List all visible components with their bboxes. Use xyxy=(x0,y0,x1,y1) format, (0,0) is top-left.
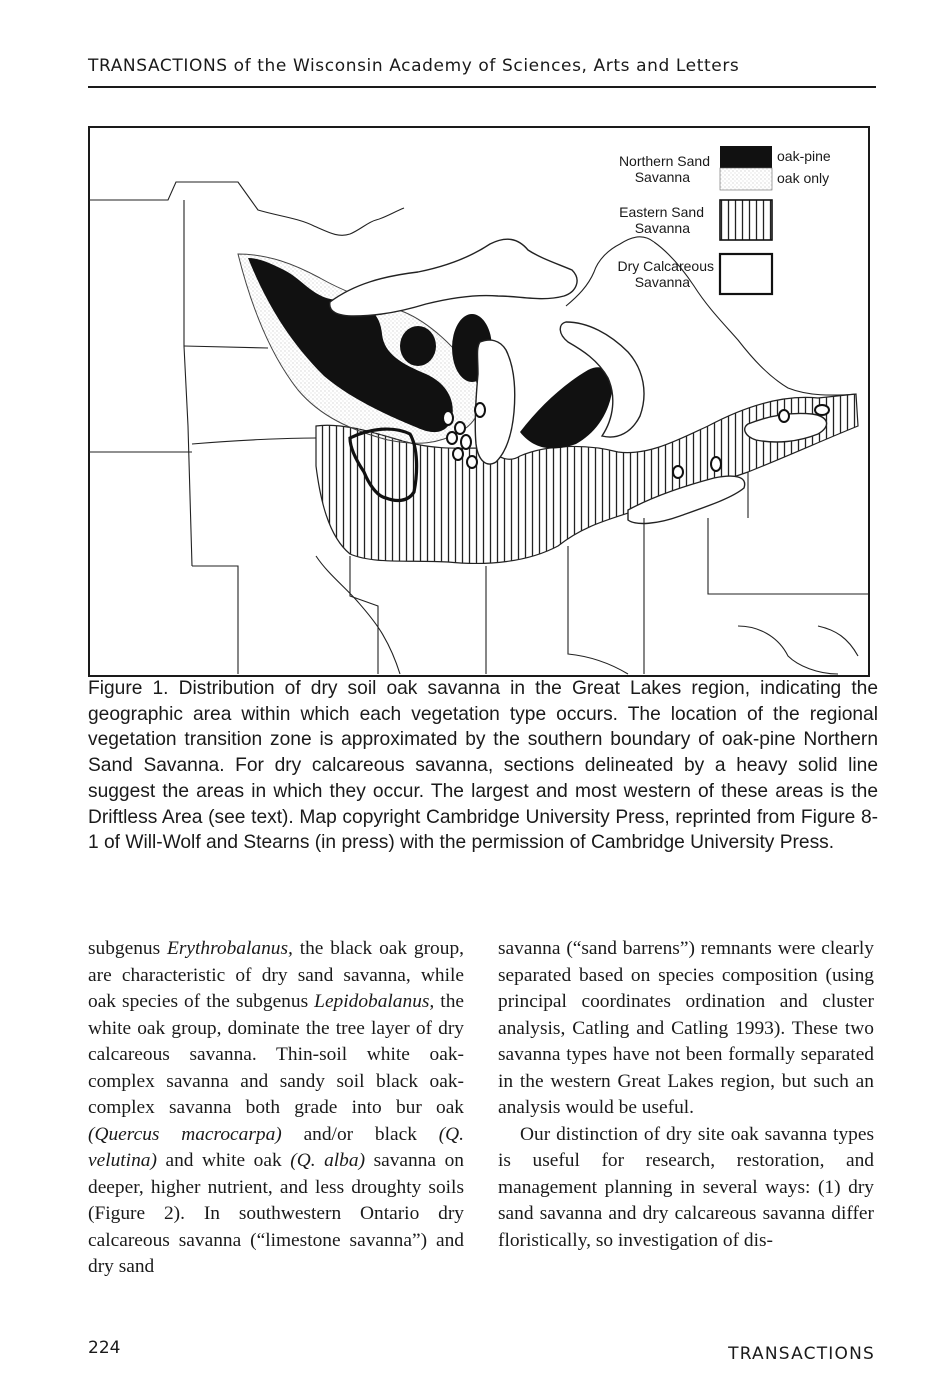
body-paragraph: savanna (“sand barrens”) remnants were clearly separated based on species composition (using principal coordinates ordination and cluster analysis, Catling and Catling 1993). These two savanna types have not been formally separated in the western Great Lakes region, but such an analysis would be useful. xyxy=(498,938,874,1118)
header-rule xyxy=(88,86,876,88)
savanna-distribution-map xyxy=(88,126,872,678)
text-run: and white oak xyxy=(156,1150,291,1171)
italic-term: Lepidobalanus, xyxy=(314,991,435,1012)
text-run: and/or black xyxy=(281,1123,439,1145)
legend-northern-sand-line2: Savanna xyxy=(634,169,690,185)
legend-northern-sand-line1: Northern Sand xyxy=(618,153,710,169)
body-paragraph xyxy=(88,936,464,1281)
italic-term: (Q. velutina) xyxy=(88,1123,464,1171)
body-paragraph: Our distinction of dry site oak savanna types is useful for research, restoration, and management planning in several ways: (1) dry sand savanna and dry calcareous savanna differ floristically, so investigation of dis- xyxy=(498,1123,874,1251)
text-run: the white oak group, dominate the tree layer of dry calcareous savanna. Thin-soil white oak-complex savanna and sandy soil black oak-complex savanna both grade into bur oak xyxy=(88,991,464,1118)
italic-term: Erythrobalanus, xyxy=(167,938,293,959)
legend-swatch-oak-pine xyxy=(720,146,772,168)
text-run: the black oak group, are characteristic of dry sand savanna, while oak species of the subgenus xyxy=(88,938,464,1012)
northern-sand-oak-pine-patch xyxy=(400,326,436,366)
text-run: savanna on deeper, higher nutrient, and less droughty soils (Figure 2). In southwestern Ontario dry calcareous savanna (“limestone savanna”) and dry sand xyxy=(88,1150,464,1277)
text-run: subgenus xyxy=(88,938,168,959)
figure-caption: Figure 1. Distribution of dry soil oak savanna in the Great Lakes region, indicating the geographic area within which each vegetation type occurs. The location of the regional vegetation transition zone is approximated by the southern boundary of oak-pine Northern Sand Savanna. For dry calcareous savanna, sections delineated by a heavy solid line suggest the areas in which they occur. The largest and most western of these areas is the Driftless Area (see text). Map copyright Cambridge University Press, reprinted from Figure 8-1 of Will-Wolf and Stearns (in press) with the permission of Cambridge University Press. xyxy=(88,678,878,854)
page-number: 224 xyxy=(88,1338,121,1358)
body-column-left xyxy=(88,936,464,1281)
legend-oak-only: oak only xyxy=(777,170,830,186)
running-foot: TRANSACTIONS xyxy=(728,1344,875,1364)
figure-map xyxy=(88,126,872,678)
legend-dry-calcareous-line2: Savanna xyxy=(634,274,690,290)
legend-swatch-oak-only xyxy=(720,168,772,190)
running-head: TRANSACTIONS of the Wisconsin Academy of Sciences, Arts and Letters xyxy=(88,56,740,76)
legend-swatch-dry-calcareous xyxy=(720,254,772,294)
legend-eastern-sand-line2: Savanna xyxy=(634,220,690,236)
legend-swatch-eastern-sand xyxy=(720,200,772,240)
italic-term: (Q. alba) xyxy=(290,1150,366,1171)
legend-eastern-sand-line1: Eastern Sand xyxy=(619,204,704,220)
legend-dry-calcareous-line1: Dry Calcareous xyxy=(617,258,714,274)
body-column-right xyxy=(498,936,874,1254)
legend-oak-pine: oak-pine xyxy=(777,148,831,164)
italic-term: (Quercus macrocarpa) xyxy=(88,1123,282,1145)
